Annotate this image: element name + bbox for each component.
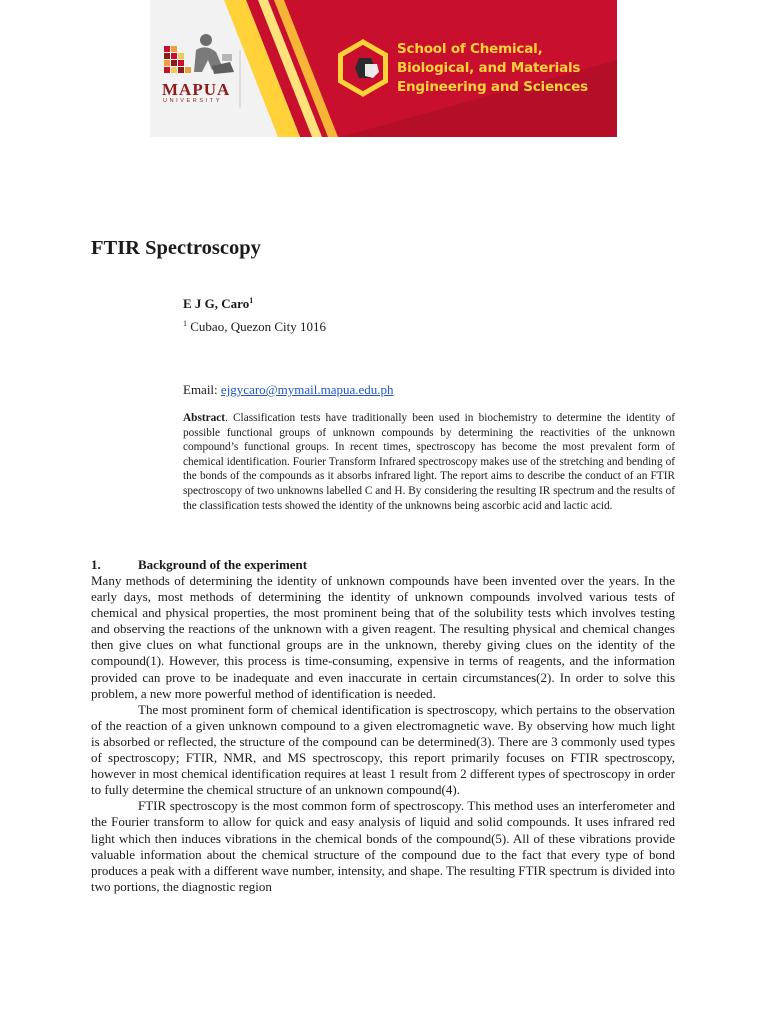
abstract [183,411,675,513]
logo-subtitle: UNIVERSITY [163,98,223,104]
email-label: Email: [183,382,221,397]
abstract-text: . Classification tests have traditionally been used in biochemistry to determine the identity of possible functional groups of unknown compounds by determining the reactivities of the unknown compound’s functional groups. In recent times, spectroscopy has become the most prevalent form of chemical identification. Fourier Transform Infrared spectroscopy makes use of the stretching and bending of the bonds of the compounds as it absorbs infrared light. The report aims to describe the conduct of an FTIR spectroscopy of two unknowns labelled C and H. By considering the resulting IR spectrum and the results of the classification tests showed the identity of the unknowns being ascorbic acid and lactic acid. [183,412,675,512]
affiliation-superscript: 1 [183,319,187,328]
body-paragraph: The most prominent form of chemical identification is spectroscopy, which pertains to the observation of the reaction of a given unknown compound to a given electromagnetic wave. By observing how much light is absorbed or reflected, the structure of the compound can be determined(3). There are 3 commonly used types of spectroscopy; FTIR, NMR, and MS spectroscopy, this report primarily focuses on FTIR spectroscopy, however in most chemical identification requires at least 1 result from 2 different types of spectroscopy in order to fully determine the chemical structure of an unknown compound(4). [91,701,675,798]
email-line [183,382,394,398]
paper-title: FTIR Spectroscopy [91,237,261,259]
logo-wordmark: MAPUA [162,80,231,99]
section-heading [91,557,307,573]
body-paragraph: FTIR spectroscopy is the most common form of spectroscopy. This method uses an interferometer and the Fourier transform to allow for quick and easy analysis of liquid and solid compounds. It uses infrared red light which then induces vibrations in the chemical bonds of the compound(5). All of these vibrations provide valuable information about the chemical structure of the compound due to the fact that every type of bond produces a peak with a different wave number, intensity, and shape. The resulting FTIR spectrum is divided into two portions, the diagnostic region [91,798,675,894]
school-name-line: Engineering and Sciences [397,79,588,95]
school-name-line: Biological, and Materials [397,60,581,76]
mapua-logo-mosaic [164,34,234,74]
abstract-label: Abstract [183,412,226,424]
section-body [91,573,675,895]
author-name: E J G, Caro [183,296,250,311]
affiliation-line [183,319,326,335]
email-link[interactable]: ejgycaro@mymail.mapua.edu.ph [220,382,394,397]
school-name-line: School of Chemical, [397,41,543,57]
section-number: 1. [91,557,101,572]
section-title: Background of the experiment [138,557,308,572]
school-name [397,40,612,97]
author-superscript: 1 [249,296,254,305]
author-line [183,296,253,312]
body-paragraph: Many methods of determining the identity of unknown compounds have been invented over the years. In the early days, most methods of determining the identity of unknown compounds involved various tests of chemical and physical properties, the most prominent being that of the solubility tests which involves testing and observing the reactions of the unknown with a given reagent. The resulting physical and chemical changes then give clues on what functional groups are in the unknown, thereby giving clues on the identity of the compound(1). However, this process is time-consuming, expensive in terms of reagents, and the information provided can prove to be inadequate and even inaccurate in certain circumstances(2). In order to solve this problem, a new more powerful method of identification is needed. [91,573,675,701]
affiliation-text: Cubao, Quezon City 1016 [190,319,327,334]
header-banner [150,0,617,137]
